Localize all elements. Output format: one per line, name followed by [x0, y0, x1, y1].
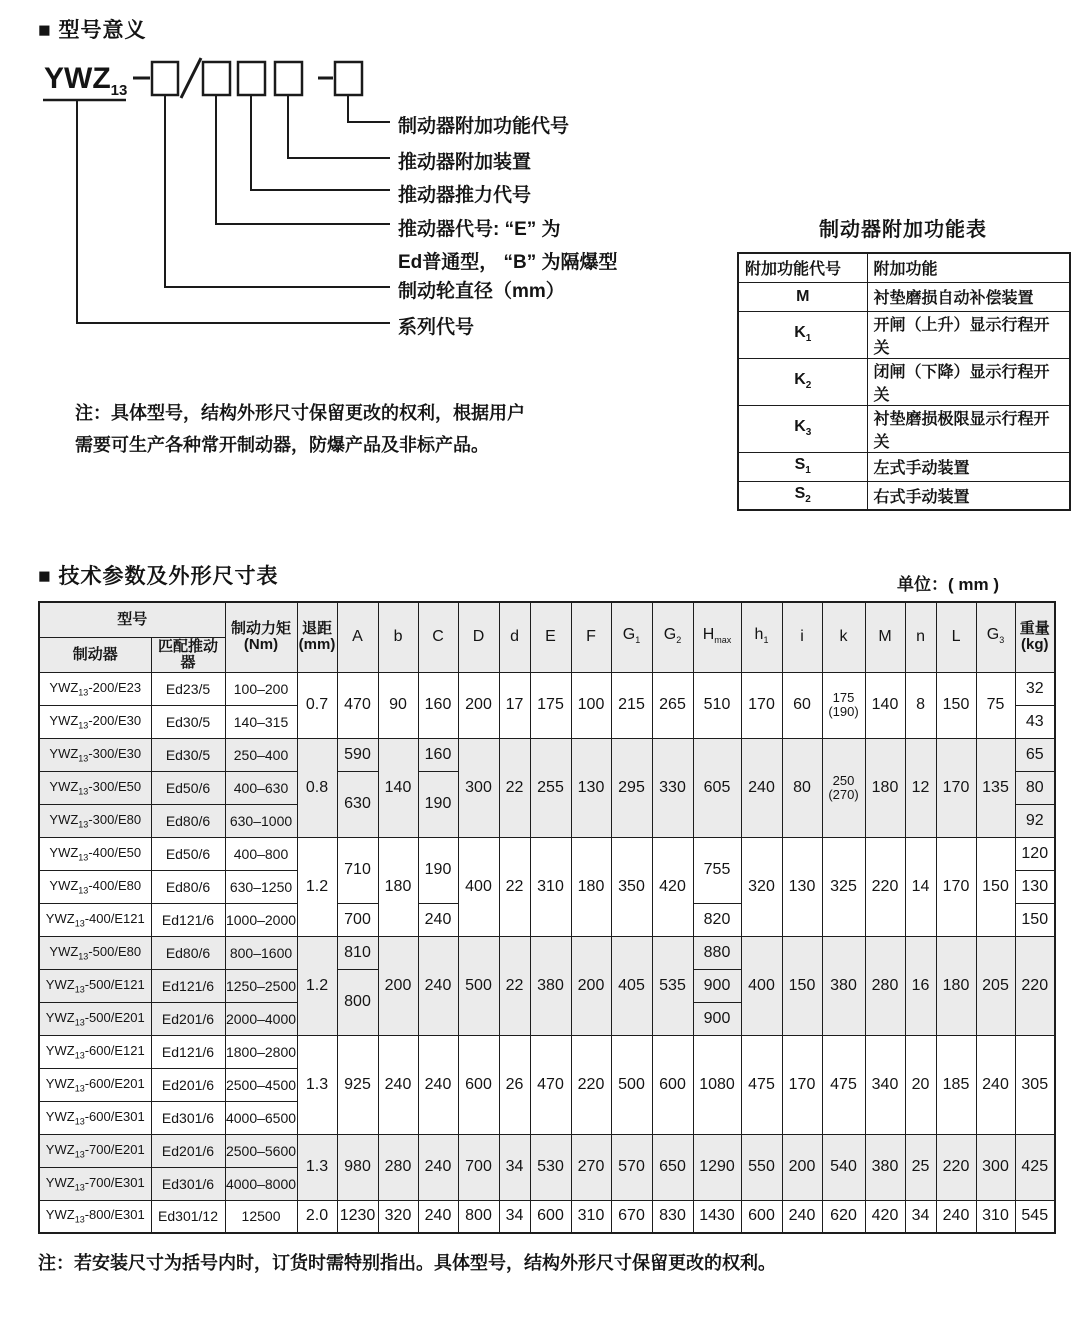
value-cell: 0.7	[297, 672, 337, 738]
table-row	[738, 405, 1070, 452]
diagram-label-thruster-code	[398, 213, 618, 279]
value-cell: 600	[530, 1200, 571, 1233]
value-cell: 700	[458, 1134, 499, 1200]
table-row	[39, 936, 1055, 969]
diagram-label-wheel-diameter: 制动轮直径（mm）	[398, 281, 565, 302]
value-cell: 340	[865, 1035, 905, 1134]
value-cell: 240	[378, 1035, 418, 1134]
value-cell: 1290	[693, 1134, 741, 1200]
value-cell: 250–400	[225, 738, 297, 771]
value-cell: 500	[458, 936, 499, 1035]
code-box	[335, 62, 362, 95]
value-cell: 130	[1015, 870, 1055, 903]
connector-lines	[77, 95, 390, 323]
code-box	[238, 62, 265, 95]
value-cell: 380	[822, 936, 865, 1035]
value-cell: 180	[865, 738, 905, 837]
value-cell: 710	[337, 837, 378, 903]
value-cell: 25	[905, 1134, 936, 1200]
value-cell: 240	[418, 936, 458, 1035]
value-cell: 255	[530, 738, 571, 837]
value-cell: 175 (190)	[822, 672, 865, 738]
value-cell: 900	[693, 1002, 741, 1035]
value-cell: 900	[693, 969, 741, 1002]
column-header: $G_3$	[976, 602, 1015, 672]
value-cell: Ed201/6	[151, 1134, 225, 1167]
value-cell: 810	[337, 936, 378, 969]
column-header: C	[418, 602, 458, 672]
table-row	[39, 837, 1055, 870]
value-cell: Ed30/5	[151, 705, 225, 738]
value-cell: 630	[337, 771, 378, 837]
table-row	[39, 1134, 1055, 1167]
value-cell: 12500	[225, 1200, 297, 1233]
value-cell: 43	[1015, 705, 1055, 738]
column-header: 重量 (kg)	[1015, 602, 1055, 672]
column-header: $G_2$	[652, 602, 693, 672]
column-header: F	[571, 602, 611, 672]
value-cell: Ed80/6	[151, 936, 225, 969]
function-desc-cell: 衬垫磨损极限显示行程开关	[867, 405, 1070, 452]
diagram-label-function-code: 制动器附加功能代号	[398, 116, 570, 137]
value-cell: 605	[693, 738, 741, 837]
value-cell: 470	[337, 672, 378, 738]
value-cell: 380	[865, 1134, 905, 1200]
value-cell: Ed121/6	[151, 1035, 225, 1068]
value-cell: 0.8	[297, 738, 337, 837]
value-cell: 650	[652, 1134, 693, 1200]
model-cell: $YWZ_{13}-400/E121$	[39, 903, 151, 936]
table-row	[738, 311, 1070, 358]
model-cell: $YWZ_{13}-700/E201$	[39, 1134, 151, 1167]
table-row	[738, 481, 1070, 510]
slash-separator	[181, 58, 201, 98]
header-row	[39, 602, 1055, 637]
value-cell: 65	[1015, 738, 1055, 771]
value-cell: 535	[652, 936, 693, 1035]
value-cell: 1430	[693, 1200, 741, 1233]
value-cell: 265	[652, 672, 693, 738]
value-cell: 1080	[693, 1035, 741, 1134]
value-cell: 180	[378, 837, 418, 936]
value-cell: 500	[611, 1035, 652, 1134]
value-cell: Ed80/6	[151, 870, 225, 903]
column-header: 附加功能代号	[738, 253, 867, 282]
value-cell: 925	[337, 1035, 378, 1134]
value-cell: 270	[571, 1134, 611, 1200]
column-header: $G_1$	[611, 602, 652, 672]
column-header: D	[458, 602, 499, 672]
value-cell: 175	[530, 672, 571, 738]
value-cell: Ed50/6	[151, 837, 225, 870]
value-cell: 1.2	[297, 936, 337, 1035]
model-cell: $YWZ_{13}-300/E30$	[39, 738, 151, 771]
value-cell: 470	[530, 1035, 571, 1134]
value-cell: 240	[741, 738, 782, 837]
value-cell: 280	[865, 936, 905, 1035]
value-cell: 420	[865, 1200, 905, 1233]
value-cell: 130	[782, 837, 822, 936]
value-cell: 310	[976, 1200, 1015, 1233]
value-cell: 400–800	[225, 837, 297, 870]
value-cell: 16	[905, 936, 936, 1035]
table-row	[39, 738, 1055, 771]
value-cell: 22	[499, 936, 530, 1035]
value-cell: Ed201/6	[151, 1002, 225, 1035]
column-header: 制动力矩 (Nm)	[225, 602, 297, 672]
column-header: L	[936, 602, 976, 672]
additional-function-table-title: 制动器附加功能表	[819, 219, 987, 241]
value-cell: 140–315	[225, 705, 297, 738]
value-cell: 240	[418, 903, 458, 936]
value-cell: 150	[1015, 903, 1055, 936]
value-cell: 2500–5600	[225, 1134, 297, 1167]
value-cell: Ed23/5	[151, 672, 225, 705]
model-cell: $YWZ_{13}-300/E50$	[39, 771, 151, 804]
code-box	[152, 62, 178, 95]
value-cell: 34	[905, 1200, 936, 1233]
value-cell: 220	[1015, 936, 1055, 1035]
value-cell: 22	[499, 837, 530, 936]
value-cell: 280	[378, 1134, 418, 1200]
additional-function-area	[737, 213, 1069, 511]
value-cell: Ed80/6	[151, 804, 225, 837]
model-cell: $YWZ_{13}-400/E50$	[39, 837, 151, 870]
value-cell: 60	[782, 672, 822, 738]
value-cell: 755	[693, 837, 741, 903]
function-code-cell: M	[738, 282, 867, 311]
value-cell: Ed301/6	[151, 1167, 225, 1200]
column-header: k	[822, 602, 865, 672]
value-cell: 830	[652, 1200, 693, 1233]
value-cell: 240	[418, 1134, 458, 1200]
value-cell: 220	[571, 1035, 611, 1134]
value-cell: 170	[741, 672, 782, 738]
value-cell: 400	[458, 837, 499, 936]
model-cell: $YWZ_{13}-500/E121$	[39, 969, 151, 1002]
value-cell: 1230	[337, 1200, 378, 1233]
value-cell: 140	[378, 738, 418, 837]
value-cell: 4000–6500	[225, 1101, 297, 1134]
function-desc-cell: 闭闸（下降）显示行程开关	[867, 358, 1070, 405]
value-cell: 90	[378, 672, 418, 738]
table-row	[738, 452, 1070, 481]
value-cell: 300	[976, 1134, 1015, 1200]
series-code-text: YWZ	[44, 62, 111, 95]
value-cell: 800	[458, 1200, 499, 1233]
tech-params-table	[38, 601, 1056, 1234]
table-row	[39, 672, 1055, 705]
model-cell: $YWZ_{13}-600/E201$	[39, 1068, 151, 1101]
column-header: i	[782, 602, 822, 672]
function-desc-cell: 左式手动装置	[867, 452, 1070, 481]
value-cell: 530	[530, 1134, 571, 1200]
code-box	[203, 62, 230, 95]
value-cell: Ed121/6	[151, 969, 225, 1002]
value-cell: 800–1600	[225, 936, 297, 969]
value-cell: 240	[418, 1035, 458, 1134]
value-cell: 2000–4000	[225, 1002, 297, 1035]
value-cell: 310	[530, 837, 571, 936]
function-code-cell: $S_1$	[738, 452, 867, 481]
value-cell: 215	[611, 672, 652, 738]
value-cell: 475	[822, 1035, 865, 1134]
value-cell: 600	[652, 1035, 693, 1134]
column-header: n	[905, 602, 936, 672]
value-cell: 1.2	[297, 837, 337, 936]
diagram-label-series-code: 系列代号	[398, 317, 475, 338]
model-cell: $YWZ_{13}-700/E301$	[39, 1167, 151, 1200]
value-cell: 630–1000	[225, 804, 297, 837]
value-cell: 34	[499, 1134, 530, 1200]
value-cell: 330	[652, 738, 693, 837]
function-code-cell: $S_2$	[738, 481, 867, 510]
value-cell: 17	[499, 672, 530, 738]
value-cell: 240	[418, 1200, 458, 1233]
value-cell: 545	[1015, 1200, 1055, 1233]
function-desc-cell: 衬垫磨损自动补偿装置	[867, 282, 1070, 311]
value-cell: 600	[741, 1200, 782, 1233]
value-cell: Ed121/6	[151, 903, 225, 936]
value-cell: 200	[378, 936, 418, 1035]
column-header: d	[499, 602, 530, 672]
value-cell: 570	[611, 1134, 652, 1200]
diagram-label-line1: 推动器代号: “E” 为	[398, 219, 561, 240]
value-cell: 130	[571, 738, 611, 837]
diagram-label-thruster-force-code: 推动器推力代号	[398, 185, 532, 206]
function-code-cell: $K_2$	[738, 358, 867, 405]
value-cell: 1.3	[297, 1035, 337, 1134]
value-cell: 620	[822, 1200, 865, 1233]
value-cell: 1.3	[297, 1134, 337, 1200]
value-cell: 75	[976, 672, 1015, 738]
table-note: 注：若安装尺寸为括号内时，订货时需特别指出。具体型号，结构外形尺寸保留更改的权利。	[38, 1253, 776, 1273]
value-cell: 160	[418, 738, 458, 771]
model-cell: $YWZ_{13}-500/E80$	[39, 936, 151, 969]
value-cell: 320	[741, 837, 782, 936]
model-cell: $YWZ_{13}-400/E80$	[39, 870, 151, 903]
value-cell: 350	[611, 837, 652, 936]
section-title-tech-params: ■ 技术参数及外形尺寸表	[38, 565, 279, 588]
table-row	[39, 1200, 1055, 1233]
value-cell: 100–200	[225, 672, 297, 705]
value-cell: 380	[530, 936, 571, 1035]
value-cell: 20	[905, 1035, 936, 1134]
value-cell: Ed50/6	[151, 771, 225, 804]
column-header: b	[378, 602, 418, 672]
note-line: 注：具体型号，结构外形尺寸保留更改的权利，根据用户	[75, 403, 525, 423]
model-cell: $YWZ_{13}-800/E301$	[39, 1200, 151, 1233]
value-cell: 320	[378, 1200, 418, 1233]
model-cell: $YWZ_{13}-200/E30$	[39, 705, 151, 738]
value-cell: 220	[936, 1134, 976, 1200]
value-cell: 34	[499, 1200, 530, 1233]
value-cell: 980	[337, 1134, 378, 1200]
value-cell: 820	[693, 903, 741, 936]
value-cell: 630–1250	[225, 870, 297, 903]
value-cell: 80	[782, 738, 822, 837]
value-cell: 150	[936, 672, 976, 738]
column-header: 制动器	[39, 637, 151, 672]
value-cell: 185	[936, 1035, 976, 1134]
unit-label: 单位：( mm )	[897, 575, 999, 594]
value-cell: 600	[458, 1035, 499, 1134]
column-header: M	[865, 602, 905, 672]
value-cell: 550	[741, 1134, 782, 1200]
value-cell: 135	[976, 738, 1015, 837]
column-header: 附加功能	[867, 253, 1070, 282]
value-cell: Ed301/12	[151, 1200, 225, 1233]
value-cell: 32	[1015, 672, 1055, 705]
value-cell: 2.0	[297, 1200, 337, 1233]
value-cell: 250 (270)	[822, 738, 865, 837]
value-cell: 880	[693, 936, 741, 969]
column-header: $H_{max}$	[693, 602, 741, 672]
value-cell: 295	[611, 738, 652, 837]
function-code-cell: $K_3$	[738, 405, 867, 452]
value-cell: 310	[571, 1200, 611, 1233]
value-cell: 180	[571, 837, 611, 936]
value-cell: 190	[418, 837, 458, 903]
table-row	[738, 253, 1070, 282]
value-cell: 120	[1015, 837, 1055, 870]
value-cell: 240	[782, 1200, 822, 1233]
value-cell: 1000–2000	[225, 903, 297, 936]
value-cell: 180	[936, 936, 976, 1035]
section-title-model-meaning: ■ 型号意义	[38, 19, 147, 42]
value-cell: 150	[782, 936, 822, 1035]
model-cell: $YWZ_{13}-600/E301$	[39, 1101, 151, 1134]
value-cell: 700	[337, 903, 378, 936]
value-cell: 590	[337, 738, 378, 771]
value-cell: 240	[976, 1035, 1015, 1134]
column-header: $h_1$	[741, 602, 782, 672]
value-cell: 8	[905, 672, 936, 738]
column-header: A	[337, 602, 378, 672]
value-cell: 100	[571, 672, 611, 738]
model-cell: $YWZ_{13}-600/E121$	[39, 1035, 151, 1068]
column-header: 型号	[39, 602, 225, 637]
value-cell: 205	[976, 936, 1015, 1035]
value-cell: 425	[1015, 1134, 1055, 1200]
value-cell: Ed301/6	[151, 1101, 225, 1134]
value-cell: 510	[693, 672, 741, 738]
function-desc-cell: 开闸（上升）显示行程开关	[867, 311, 1070, 358]
value-cell: 200	[782, 1134, 822, 1200]
diagram-label-line2: Ed普通型， “B” 为隔爆型	[398, 252, 618, 273]
value-cell: Ed201/6	[151, 1068, 225, 1101]
value-cell: 140	[865, 672, 905, 738]
value-cell: 4000–8000	[225, 1167, 297, 1200]
value-cell: 200	[571, 936, 611, 1035]
value-cell: 1800–2800	[225, 1035, 297, 1068]
value-cell: 12	[905, 738, 936, 837]
value-cell: 1250–2500	[225, 969, 297, 1002]
value-cell: 170	[782, 1035, 822, 1134]
value-cell: 800	[337, 969, 378, 1035]
value-cell: 325	[822, 837, 865, 936]
value-cell: 80	[1015, 771, 1055, 804]
value-cell: 405	[611, 936, 652, 1035]
value-cell: 170	[936, 837, 976, 936]
value-cell: 26	[499, 1035, 530, 1134]
value-cell: 540	[822, 1134, 865, 1200]
value-cell: 475	[741, 1035, 782, 1134]
model-cell: $YWZ_{13}-300/E80$	[39, 804, 151, 837]
value-cell: 200	[458, 672, 499, 738]
value-cell: 420	[652, 837, 693, 936]
value-cell: 92	[1015, 804, 1055, 837]
value-cell: Ed30/5	[151, 738, 225, 771]
function-desc-cell: 右式手动装置	[867, 481, 1070, 510]
column-header: E	[530, 602, 571, 672]
series-code-subscript: 13	[110, 82, 128, 99]
additional-function-table	[737, 252, 1071, 511]
value-cell: 300	[458, 738, 499, 837]
code-box	[275, 62, 302, 95]
value-cell: 400–630	[225, 771, 297, 804]
value-cell: 14	[905, 837, 936, 936]
model-note	[75, 397, 525, 461]
model-cell: $YWZ_{13}-500/E201$	[39, 1002, 151, 1035]
diagram-label-thruster-attachment: 推动器附加装置	[398, 152, 532, 173]
value-cell: 22	[499, 738, 530, 837]
value-cell: 190	[418, 771, 458, 837]
table-row	[738, 282, 1070, 311]
table-row	[738, 358, 1070, 405]
series-code	[44, 62, 127, 99]
function-code-cell: $K_1$	[738, 311, 867, 358]
value-cell: 240	[936, 1200, 976, 1233]
value-cell: 220	[865, 837, 905, 936]
table-row	[39, 1035, 1055, 1068]
value-cell: 2500–4500	[225, 1068, 297, 1101]
column-header: 退距 (mm)	[297, 602, 337, 672]
model-cell: $YWZ_{13}-200/E23$	[39, 672, 151, 705]
value-cell: 305	[1015, 1035, 1055, 1134]
column-header: 匹配推动器	[151, 637, 225, 672]
value-cell: 150	[976, 837, 1015, 936]
value-cell: 670	[611, 1200, 652, 1233]
value-cell: 400	[741, 936, 782, 1035]
value-cell: 160	[418, 672, 458, 738]
value-cell: 170	[936, 738, 976, 837]
note-line: 需要可生产各种常开制动器，防爆产品及非标产品。	[75, 435, 489, 455]
